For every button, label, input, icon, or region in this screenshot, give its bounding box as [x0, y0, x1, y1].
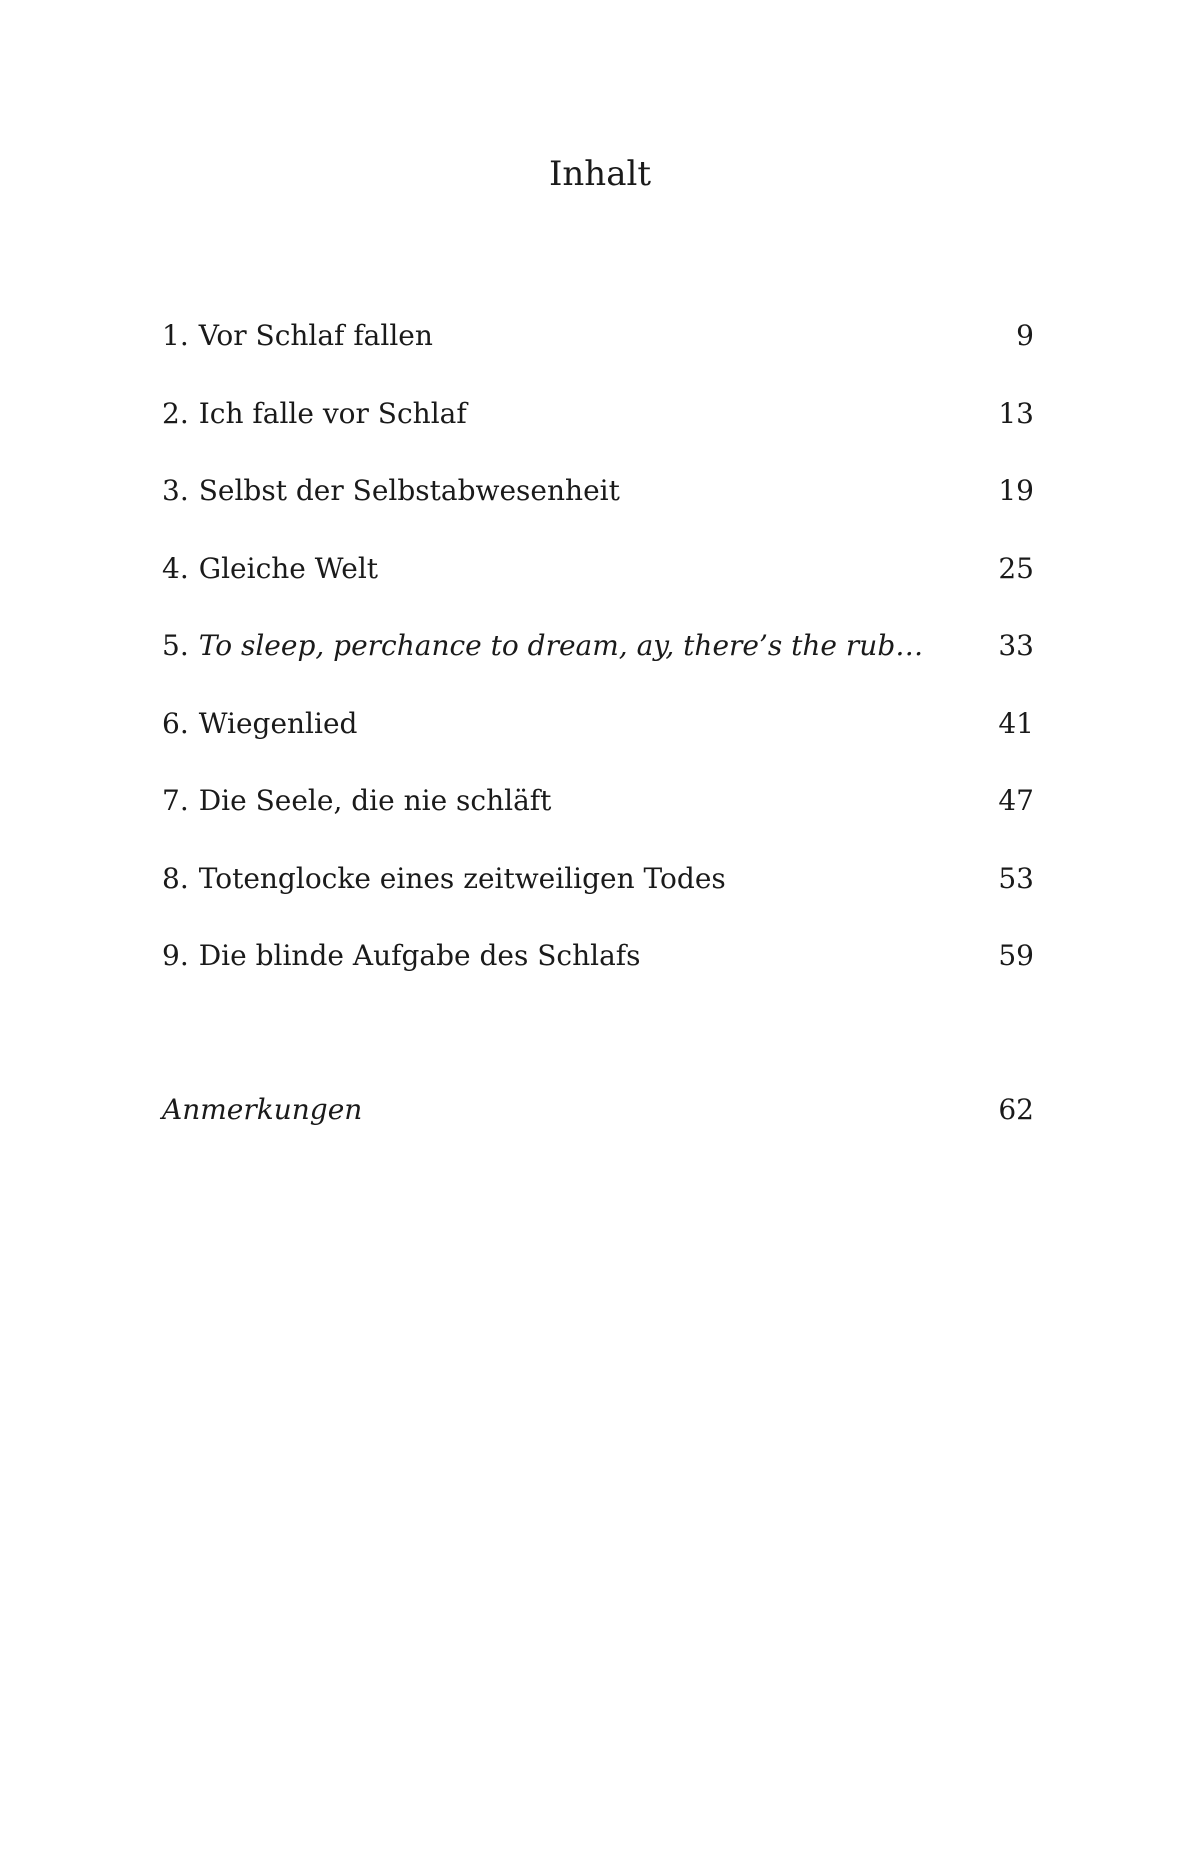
- toc-row-5: [162, 626, 1034, 704]
- page-number: 13: [998, 396, 1034, 430]
- notes-label: Anmerkungen: [162, 1093, 363, 1126]
- page-number: 41: [998, 706, 1034, 740]
- chapter-title: Vor Schlaf fallen: [198, 319, 433, 352]
- page-number: 19: [998, 474, 1034, 507]
- toc-row-3: [162, 471, 1034, 549]
- chapter-title: Die blinde Aufgabe des Schlafs: [198, 939, 641, 972]
- toc-row-7: [162, 781, 1034, 859]
- chapter-title: Die Seele, die nie schläft: [198, 784, 552, 817]
- chapter-number: 8.: [162, 861, 189, 895]
- toc-entry: [162, 859, 726, 899]
- toc-row-6: [162, 704, 1034, 782]
- page-number: 33: [998, 629, 1034, 662]
- page-number: 9: [1016, 319, 1034, 352]
- page-number: 59: [998, 939, 1034, 972]
- toc-entry: [162, 781, 551, 821]
- page-number: 53: [998, 861, 1034, 895]
- chapter-number: 5.: [162, 629, 189, 662]
- toc-row-4: [162, 549, 1034, 627]
- toc-notes-row: [162, 1090, 1034, 1130]
- page-title: Inhalt: [548, 154, 652, 194]
- chapter-number: 6.: [162, 706, 189, 740]
- chapter-number: 4.: [162, 551, 189, 585]
- toc-entry: [162, 394, 467, 434]
- chapter-title: Wiegenlied: [198, 706, 358, 740]
- table-of-contents: [162, 316, 1034, 1014]
- chapter-number: 9.: [162, 939, 189, 972]
- chapter-title: Ich falle vor Schlaf: [198, 396, 467, 430]
- toc-entry: [162, 936, 641, 976]
- chapter-number: 3.: [162, 474, 189, 507]
- toc-entry: [162, 549, 378, 589]
- chapter-title: To sleep, perchance to dream, ay, there’s the rub…: [198, 629, 924, 662]
- chapter-number: 1.: [162, 319, 189, 352]
- page-number: 25: [998, 551, 1034, 585]
- chapter-number: 7.: [162, 784, 189, 817]
- chapter-title: Gleiche Welt: [198, 551, 379, 585]
- chapter-number: 2.: [162, 396, 189, 430]
- toc-entry: [162, 471, 620, 511]
- toc-row-8: [162, 859, 1034, 937]
- toc-row-1: [162, 316, 1034, 394]
- toc-entry: [162, 316, 433, 356]
- toc-row-2: [162, 394, 1034, 472]
- toc-entry: [162, 626, 923, 666]
- toc-row-9: [162, 936, 1034, 1014]
- chapter-title: Selbst der Selbstabwesenheit: [198, 474, 620, 507]
- notes-page-number: 62: [998, 1093, 1034, 1126]
- chapter-title: Totenglocke eines zeitweiligen Todes: [198, 861, 726, 895]
- page-number: 47: [998, 784, 1034, 817]
- toc-entry: [162, 704, 357, 744]
